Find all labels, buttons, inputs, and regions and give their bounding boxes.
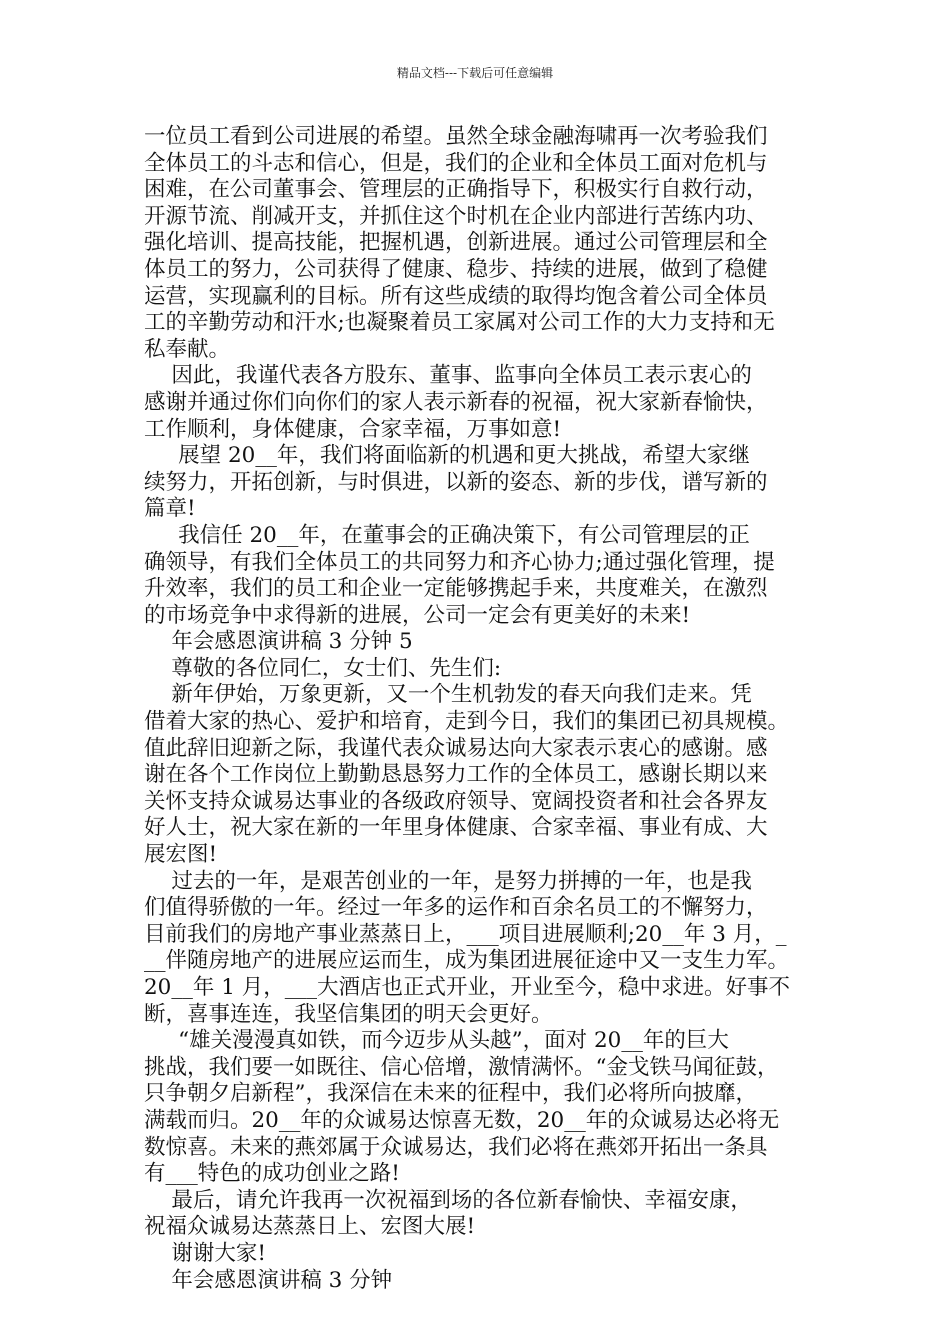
text-line: 因此，我谨代表各方股东、董事、监事向全体员工表示衷心的 [144, 363, 752, 389]
text-line: 升效率，我们的员工和企业一定能够携起手来，共度难关，在激烈 [144, 576, 768, 602]
text-line: 有___特色的成功创业之路! [144, 1161, 400, 1187]
text-line: 开源节流、削减开支，并抓住这个时机在企业内部进行苦练内功、 [144, 203, 768, 229]
text-line: 的市场竞争中求得新的进展，公司一定会有更美好的未来! [144, 602, 691, 628]
closing-line: 谢谢大家! [144, 1240, 266, 1266]
text-line: 感谢并通过你们向你们的家人表示新春的祝福，祝大家新春愉快， [144, 389, 768, 415]
text-line: 过去的一年，是艰苦创业的一年，是努力拼搏的一年，也是我 [144, 868, 752, 894]
text-line: 数惊喜。未来的燕郊属于众诚易达，我们必将在燕郊开拓出一条具 [144, 1134, 768, 1160]
text-line: 满载而归。20__年的众诚易达惊喜无数，20__年的众诚易达必将无 [144, 1107, 780, 1133]
text-line: 一位员工看到公司进展的希望。虽然全球金融海啸再一次考验我们 [144, 124, 768, 149]
text-line: 工作顺利，身体健康，合家幸福，万事如意! [144, 416, 562, 442]
text-line: 目前我们的房地产事业蒸蒸日上，___项目进展顺利;20__年 3 月，_ [144, 921, 787, 947]
text-line: 强化培训、提高技能，把握机遇，创新进展。通过公司管理层和全 [144, 230, 768, 256]
text-line: 值此辞旧迎新之际，我谨代表众诚易达向大家表示衷心的感谢。感 [144, 735, 768, 761]
text-line: 我信任 20__年，在董事会的正确决策下，有公司管理层的正 [144, 522, 750, 548]
text-line: 20__年 1 月，___大酒店也正式开业，开业至今，稳中求进。好事不 [144, 975, 790, 1000]
text-line: 续努力，开拓创新，与时俱进，以新的姿态、新的步伐，谱写新的 [144, 469, 768, 495]
text-line: 展望 20__年，我们将面临新的机遇和更大挑战，希望大家继 [144, 443, 750, 469]
text-line: 展宏图! [144, 842, 218, 868]
text-line: 借着大家的热心、爱护和培育，走到今日，我们的集团已初具规模。 [144, 709, 790, 735]
section-heading: 年会感恩演讲稿 3 分钟 5 [144, 629, 413, 655]
text-line: 新年伊始，万象更新，又一个生机勃发的春天向我们走来。凭 [144, 682, 752, 708]
text-line: 好人士，祝大家在新的一年里身体健康、合家幸福、事业有成、大 [144, 815, 768, 841]
text-line: 私奉献。 [144, 336, 231, 362]
text-line: 最后，请允许我再一次祝福到场的各位新春愉快、幸福安康， [144, 1187, 752, 1213]
text-line: 断，喜事连连，我坚信集团的明天会更好。 [144, 1001, 553, 1027]
text-line: __伴随房地产的进展应运而生，成为集团进展征途中又一支生力军。 [144, 948, 790, 974]
text-line: 运营，实现赢利的目标。所有这些成绩的取得均饱含着公司全体员 [144, 283, 768, 309]
text-line: 关怀支持众诚易达事业的各级政府领导、宽阔投资者和社会各界友 [144, 788, 768, 814]
salutation: 尊敬的各位同仁，女士们、先生们: [144, 655, 502, 681]
text-line: 祝福众诚易达蒸蒸日上、宏图大展! [144, 1214, 476, 1240]
document-body [144, 124, 834, 1294]
text-line: 体员工的努力，公司获得了健康、稳步、持续的进展，做到了稳健 [144, 256, 768, 282]
text-line: 们值得骄傲的一年。经过一年多的运作和百余名员工的不懈努力， [144, 895, 768, 921]
text-line: “雄关漫漫真如铁，而今迈步从头越”，面对 20__年的巨大 [144, 1028, 729, 1054]
text-line: 工的辛勤劳动和汗水;也凝聚着员工家属对公司工作的大力支持和无 [144, 310, 775, 336]
text-line: 困难，在公司董事会、管理层的正确指导下，积极实行自救行动， [144, 177, 768, 203]
text-line: 确领导，有我们全体员工的共同努力和齐心协力;通过强化管理，提 [144, 549, 775, 575]
text-line: 只争朝夕启新程”，我深信在未来的征程中，我们必将所向披靡， [144, 1081, 757, 1107]
section-heading: 年会感恩演讲稿 3 分钟 [144, 1267, 393, 1293]
text-line: 谢在各个工作岗位上勤勤恳恳努力工作的全体员工，感谢长期以来 [144, 762, 768, 788]
text-line: 全体员工的斗志和信心，但是，我们的企业和全体员工面对危机与 [144, 150, 768, 176]
text-line: 篇章! [144, 496, 196, 522]
page-header: 精品文档---下载后可任意编辑 [396, 66, 554, 80]
text-line: 挑战，我们要一如既往、信心倍增，激情满怀。“金戈铁马闻征鼓， [144, 1054, 779, 1080]
